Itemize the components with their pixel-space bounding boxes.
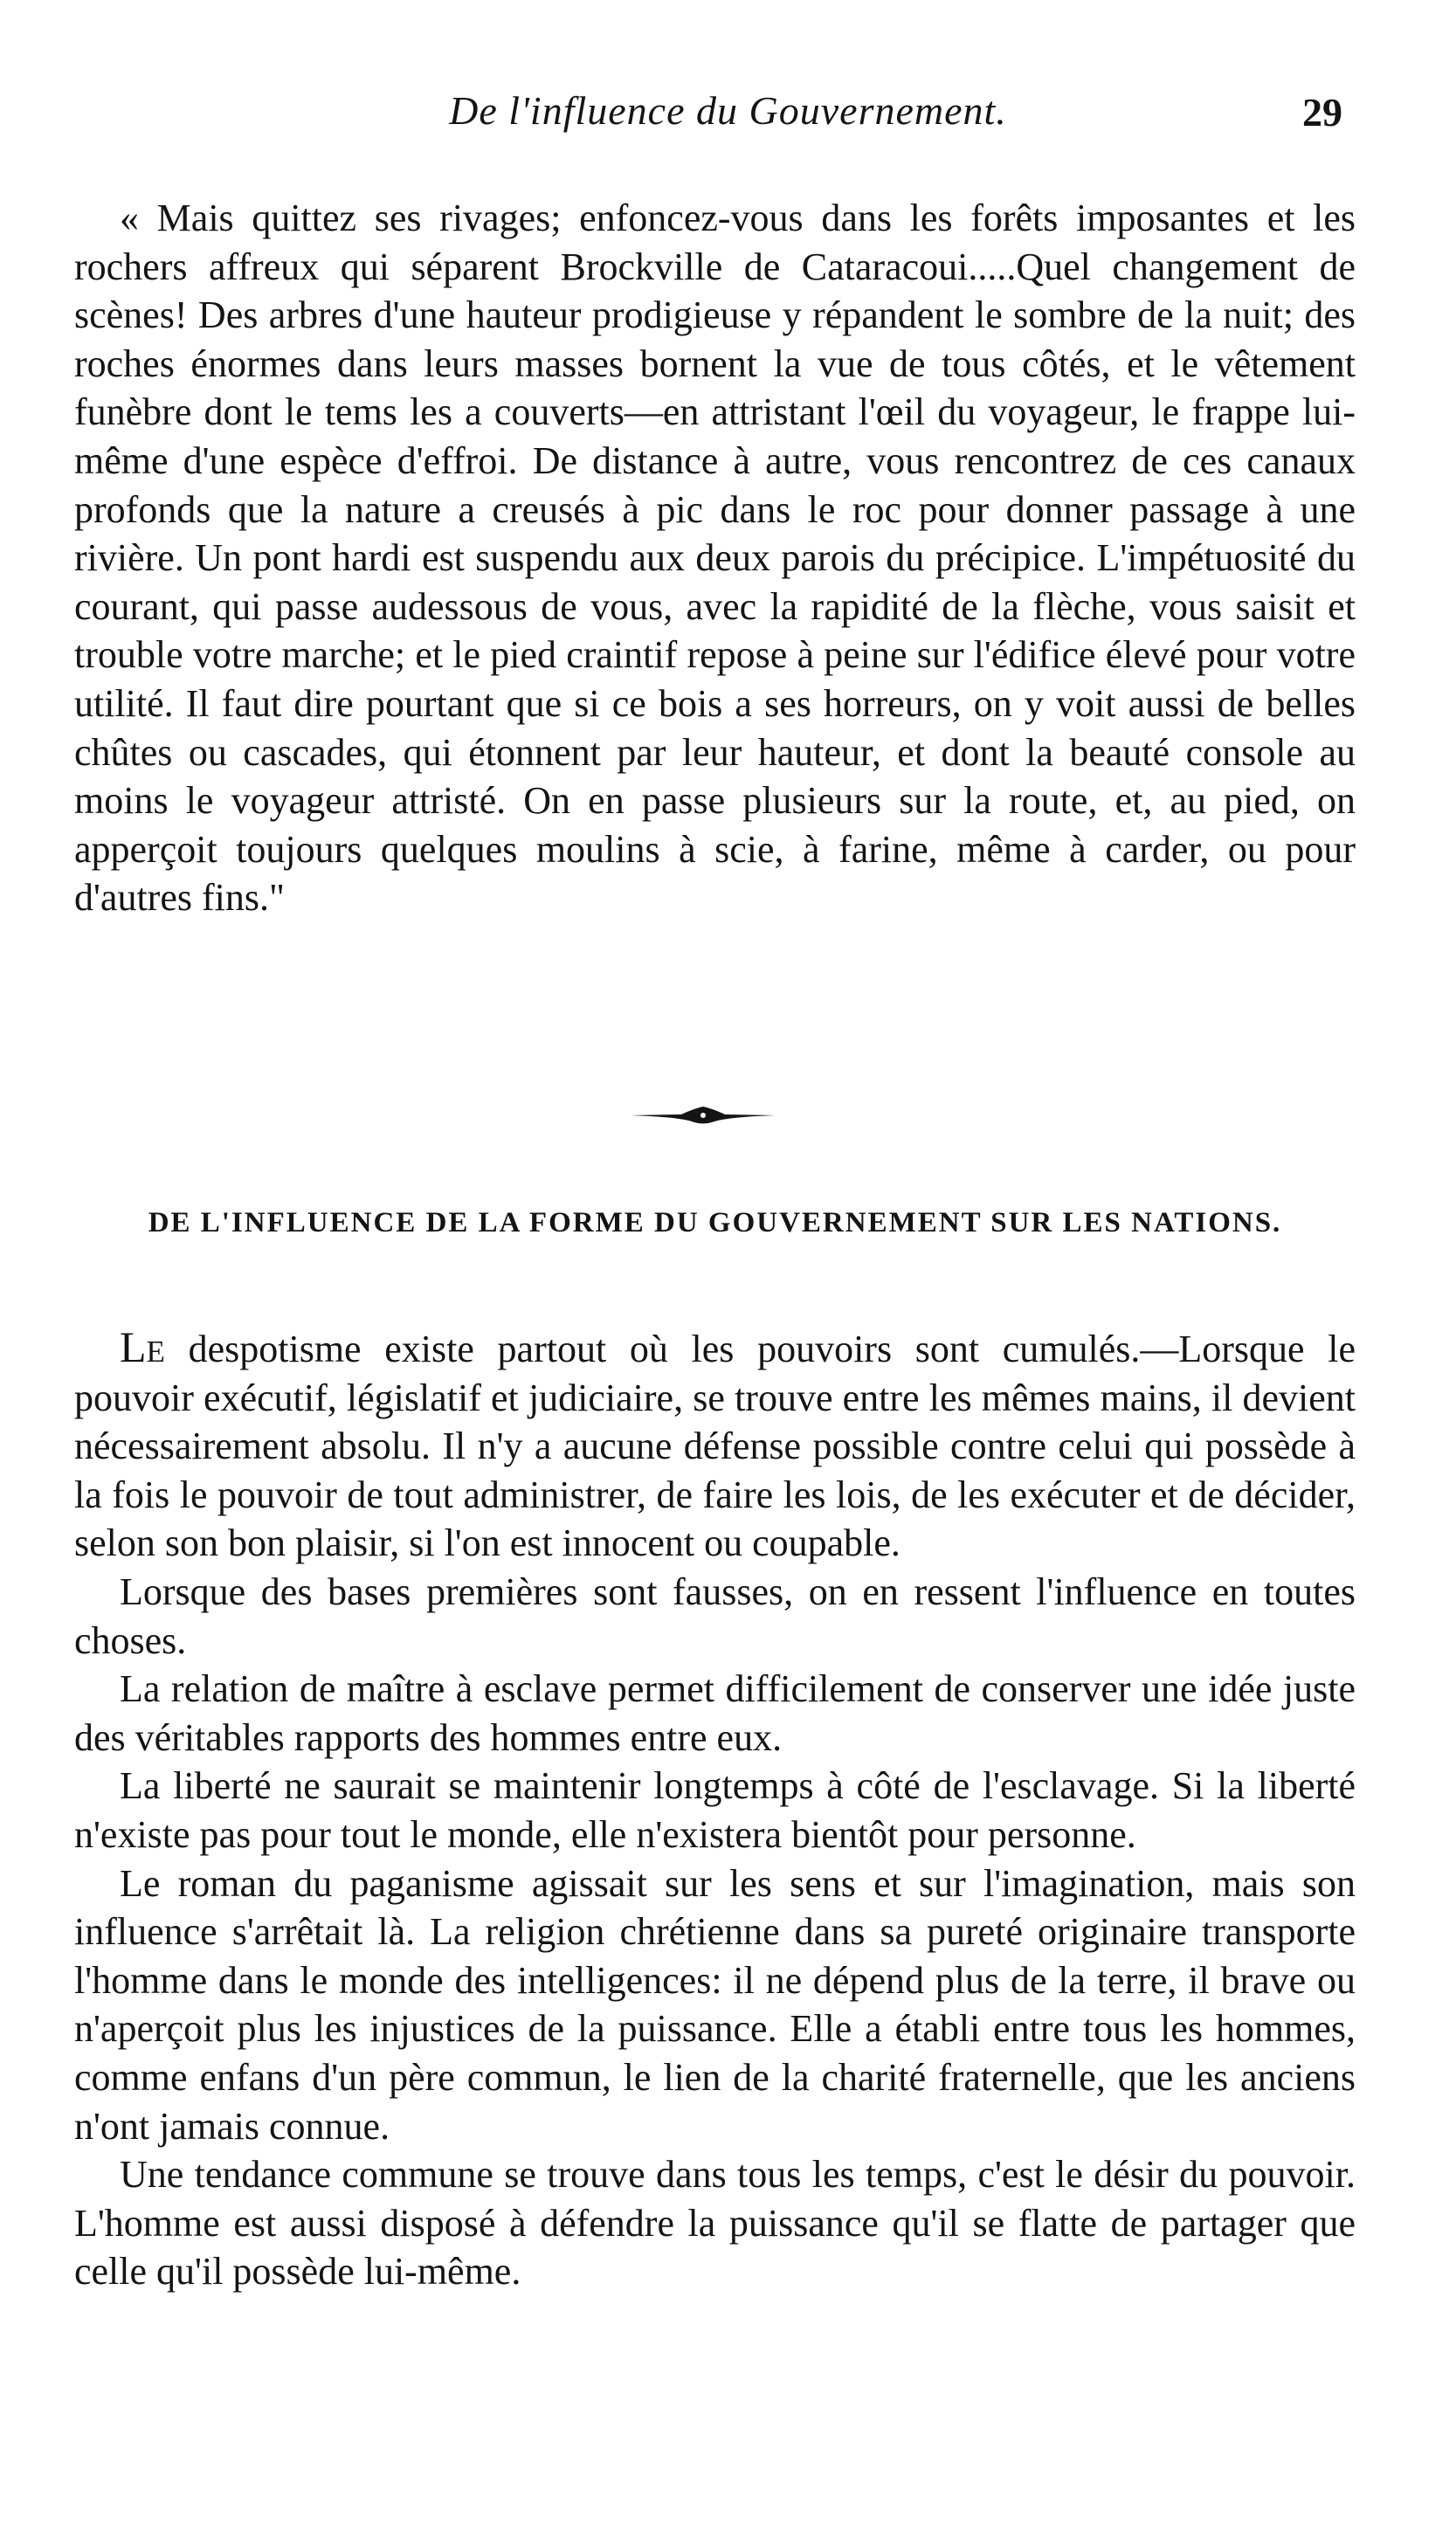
quote-paragraph: « Mais quittez ses rivages; enfoncez-vous dans les forêts imposantes et les rochers affreux qui séparent Brockville de Cataracoui.....Quel changement de scènes! Des arbres d'une hauteur prodigieuse y répandent le sombre de la nuit; des roches énormes dans leurs masses bornent la vue de tous côtés, et le vêtement funèbre dont le tems les a couverts—en attristant l'œil du voyageur, le frappe lui-même d'une espèce d'effroi. De distance à autre, vous rencontrez de ces canaux profonds que la nature a creusés à pic dans le roc pour donner passage à une rivière. Un pont hardi est suspendu aux deux parois du précipice. L'impétuosité du courant, qui passe audessous de vous, avec la rapidité de la flèche, vous saisit et trouble votre marche; et le pied craintif repose à peine sur l'édifice élevé pour votre utilité. Il faut dire pourtant que si ce bois a ses horreurs, on y voit aussi de belles chûtes ou cascades, qui étonnent par leur hauteur, et dont la beauté console au moins le voyageur attristé. On en passe plusieurs sur la route, et, au pied, on apperçoit toujours quelques moulins à scie, à farine, même à carder, ou pour d'autres fins." — [74, 197, 1356, 920]
section-heading: DE L'INFLUENCE DE LA FORME DU GOUVERNEMENT SUR LES NATIONS. — [148, 1207, 1282, 1238]
body-paragraph-3: La relation de maître à esclave permet difficilement de conserver une idée juste des véritables rapports des hommes entre eux. — [74, 1667, 1356, 1759]
body-paragraph-1 — [74, 1323, 1356, 1568]
body-paragraph-4: La liberté ne saurait se maintenir longtemps à côté de l'esclavage. Si la liberté n'existe pas pour tout le monde, elle n'existera bientôt pour personne. — [74, 1764, 1356, 1856]
quoted-passage — [74, 194, 1356, 922]
initial-word: Le — [120, 1322, 165, 1371]
running-head — [0, 87, 1456, 148]
body-paragraph-2: Lorsque des bases premières sont fausses, on en ressent l'influence en toutes choses. — [74, 1570, 1356, 1662]
section-body — [74, 1323, 1356, 2296]
body-paragraph-5: Le roman du paganisme agissait sur les sens et sur l'imagination, mais son influence s'arrêtait là. La religion chrétienne dans sa pureté originaire transporte l'homme dans le monde des intelligences: il ne dépend plus de la terre, il brave ou n'aperçoit plus les injustices de la puissance. Elle a établi entre tous les hommes, comme enfans d'un père commun, le lien de la charité fraternelle, que les anciens n'ont jamais connue. — [74, 1861, 1356, 2148]
body-paragraph-1-text: despotisme existe partout où les pouvoirs sont cumulés.—Lorsque le pouvoir exécutif, législatif et judiciaire, se trouve entre les mêmes mains, il devient nécessairement absolu. Il n'y a aucune défense possible contre celui qui possède à la fois le pouvoir de tout administrer, de faire les lois, de les exécuter et de décider, selon son bon plaisir, si l'on est innocent ou coupable. — [74, 1328, 1356, 1565]
page-number: 29 — [1302, 90, 1342, 135]
running-title: De l'influence du Gouvernement. — [449, 88, 1007, 133]
section-divider-ornament — [629, 1105, 777, 1126]
body-paragraph-6: Une tendance commune se trouve dans tous les temps, c'est le désir du pouvoir. L'homme est aussi disposé à défendre la puissance qu'il se flatte de partager que celle qu'il possède lui-même. — [74, 2153, 1356, 2294]
